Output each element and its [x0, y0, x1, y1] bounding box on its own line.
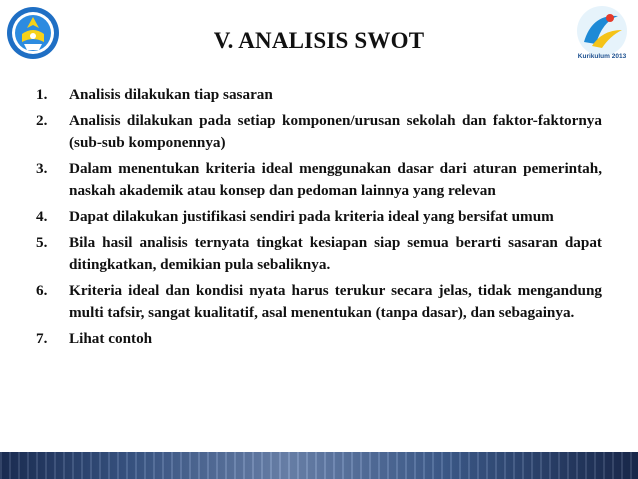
- footer-stripes: [0, 452, 638, 479]
- kurikulum-logo-text: Kurikulum 2013: [577, 53, 627, 60]
- item-text: Dapat dilakukan justifikasi sendiri pada kriteria ideal yang bersifat umum: [69, 208, 554, 225]
- item-text: Analisis dilakukan pada setiap komponen/urusan sekolah dan faktor-faktornya (sub-sub komponennya): [69, 112, 602, 151]
- item-number: 6.: [36, 282, 48, 299]
- item-text: Lihat contoh: [69, 330, 153, 347]
- slide-title: V. ANALISIS SWOT: [213, 28, 425, 53]
- list-item: [36, 280, 602, 324]
- item-text: Kriteria ideal dan kondisi nyata harus terukur secara jelas, tidak mengandung multi tafsir, sangat kualitatif, asal menentukan (tanpa dasar), dan sebagainya.: [69, 282, 602, 321]
- list-item: [36, 328, 602, 350]
- analysis-points-list: [36, 84, 602, 354]
- item-text: Analisis dilakukan tiap sasaran: [69, 86, 273, 103]
- footer-band: [0, 452, 638, 479]
- item-number: 7.: [36, 330, 48, 347]
- list-item: [36, 84, 602, 106]
- list-item: [36, 206, 602, 228]
- list-item: [36, 110, 602, 154]
- item-number: 5.: [36, 234, 48, 251]
- item-number: 2.: [36, 112, 48, 129]
- item-number: 4.: [36, 208, 48, 225]
- item-text: Bila hasil analisis ternyata tingkat kesiapan siap semua berarti sasaran dapat ditingkatkan, demikian pula sebaliknya.: [69, 234, 602, 273]
- item-number: 1.: [36, 86, 48, 103]
- list-item: [36, 232, 602, 276]
- item-text: Dalam menentukan kriteria ideal menggunakan dasar dari aturan pemerintah, naskah akademik atau konsep dan pedoman lainnya yang relevan: [69, 160, 602, 199]
- item-number: 3.: [36, 160, 48, 177]
- list-item: [36, 158, 602, 202]
